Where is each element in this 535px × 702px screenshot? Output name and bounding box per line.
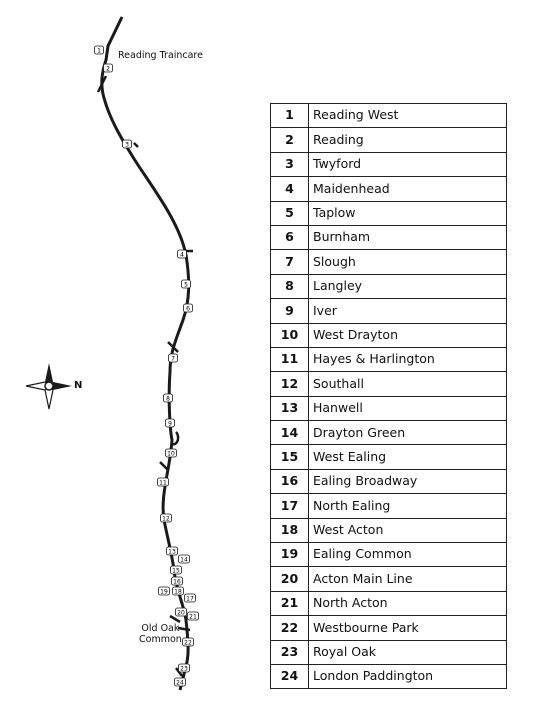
station-name: Reading West — [309, 104, 507, 128]
station-row — [271, 104, 507, 128]
station-number: 14 — [271, 421, 309, 445]
station-marker — [179, 664, 190, 672]
station-row — [271, 396, 507, 420]
station-marker-number: 23 — [180, 665, 188, 673]
station-row — [271, 347, 507, 371]
station-marker — [167, 547, 178, 555]
station-row — [271, 421, 507, 445]
station-row — [271, 274, 507, 298]
station-row — [271, 518, 507, 542]
station-marker — [173, 587, 184, 595]
station-number: 15 — [271, 445, 309, 469]
station-number: 20 — [271, 567, 309, 591]
station-number: 6 — [271, 225, 309, 249]
station-marker-number: 2 — [106, 65, 110, 73]
station-row — [271, 591, 507, 615]
station-marker-number: 24 — [176, 679, 184, 687]
station-marker-number: 18 — [174, 588, 182, 596]
station-name: Maidenhead — [309, 177, 507, 201]
station-name: Acton Main Line — [309, 567, 507, 591]
station-marker — [179, 555, 190, 563]
station-marker — [95, 46, 104, 54]
station-marker — [172, 577, 183, 585]
station-name: Taplow — [309, 201, 507, 225]
station-marker — [161, 514, 172, 522]
station-number: 9 — [271, 299, 309, 323]
station-name: West Drayton — [309, 323, 507, 347]
station-marker — [175, 678, 186, 686]
station-row — [271, 372, 507, 396]
station-row — [271, 445, 507, 469]
station-number: 19 — [271, 543, 309, 567]
station-row — [271, 664, 507, 688]
station-row — [271, 494, 507, 518]
station-marker — [171, 566, 182, 574]
station-row — [271, 152, 507, 176]
compass-north-label: N — [74, 380, 83, 391]
station-name: Burnham — [309, 225, 507, 249]
station-number: 18 — [271, 518, 309, 542]
station-row — [271, 567, 507, 591]
station-number: 24 — [271, 664, 309, 688]
station-marker — [166, 419, 175, 427]
station-marker — [104, 64, 113, 72]
station-marker — [164, 394, 173, 402]
station-number: 13 — [271, 396, 309, 420]
station-number: 21 — [271, 591, 309, 615]
station-number: 17 — [271, 494, 309, 518]
station-row — [271, 299, 507, 323]
station-name: Iver — [309, 299, 507, 323]
station-row — [271, 640, 507, 664]
station-number: 11 — [271, 347, 309, 371]
station-name: London Paddington — [309, 664, 507, 688]
station-number: 5 — [271, 201, 309, 225]
reading-traincare-label: Reading Traincare — [118, 50, 203, 61]
station-name: Ealing Broadway — [309, 469, 507, 493]
station-name: North Ealing — [309, 494, 507, 518]
station-marker — [188, 612, 199, 620]
station-number: 4 — [271, 177, 309, 201]
station-number: 1 — [271, 104, 309, 128]
station-marker — [169, 354, 178, 362]
old-oak-common-label: Old Oak Common — [139, 623, 182, 645]
station-name: Southall — [309, 372, 507, 396]
station-name: Hanwell — [309, 396, 507, 420]
station-number: 2 — [271, 128, 309, 152]
station-name: Royal Oak — [309, 640, 507, 664]
station-number: 22 — [271, 616, 309, 640]
station-table — [270, 103, 507, 689]
station-marker-number: 17 — [186, 595, 194, 603]
station-row — [271, 616, 507, 640]
station-name: North Acton — [309, 591, 507, 615]
station-marker — [178, 250, 187, 258]
station-marker — [159, 587, 170, 595]
station-marker — [185, 594, 196, 602]
station-marker-number: 16 — [173, 578, 181, 586]
station-marker-number: 14 — [180, 556, 188, 564]
station-number: 7 — [271, 250, 309, 274]
station-marker — [183, 638, 194, 646]
station-marker-number: 13 — [168, 548, 176, 556]
compass-icon — [26, 363, 72, 409]
station-marker-number: 6 — [186, 305, 190, 313]
station-name: Slough — [309, 250, 507, 274]
station-number: 10 — [271, 323, 309, 347]
station-marker-number: 22 — [184, 639, 192, 647]
station-marker — [166, 449, 177, 457]
station-name: Reading — [309, 128, 507, 152]
station-row — [271, 225, 507, 249]
station-name: West Acton — [309, 518, 507, 542]
station-name: Westbourne Park — [309, 616, 507, 640]
station-marker — [123, 140, 132, 148]
station-marker-number: 4 — [180, 251, 184, 259]
station-number: 23 — [271, 640, 309, 664]
station-number: 3 — [271, 152, 309, 176]
station-marker-number: 21 — [189, 613, 197, 621]
station-row — [271, 250, 507, 274]
station-name: Twyford — [309, 152, 507, 176]
station-marker-number: 10 — [167, 450, 175, 458]
station-markers — [95, 46, 199, 686]
spur-marks — [98, 76, 193, 676]
station-marker-number: 9 — [168, 420, 172, 428]
station-row — [271, 543, 507, 567]
station-marker-number: 8 — [166, 395, 170, 403]
station-marker-number: 5 — [184, 281, 188, 289]
station-marker — [182, 280, 191, 288]
station-name: Hayes & Harlington — [309, 347, 507, 371]
station-row — [271, 201, 507, 225]
station-name: Langley — [309, 274, 507, 298]
station-name: Ealing Common — [309, 543, 507, 567]
station-marker — [184, 304, 193, 312]
station-marker-number: 12 — [162, 515, 170, 523]
station-row — [271, 128, 507, 152]
station-marker-number: 3 — [125, 141, 129, 149]
station-marker-number: 15 — [172, 567, 180, 575]
station-number: 16 — [271, 469, 309, 493]
station-marker-number: 19 — [160, 588, 168, 596]
station-row — [271, 323, 507, 347]
station-number: 8 — [271, 274, 309, 298]
station-name: Drayton Green — [309, 421, 507, 445]
station-marker-number: 7 — [171, 355, 175, 363]
station-marker-number: 1 — [97, 47, 101, 55]
station-marker-number: 20 — [177, 609, 185, 617]
station-row — [271, 469, 507, 493]
station-name: West Ealing — [309, 445, 507, 469]
station-number: 12 — [271, 372, 309, 396]
station-row — [271, 177, 507, 201]
station-marker-number: 11 — [159, 479, 167, 487]
station-marker — [158, 478, 169, 486]
station-marker — [176, 608, 187, 616]
